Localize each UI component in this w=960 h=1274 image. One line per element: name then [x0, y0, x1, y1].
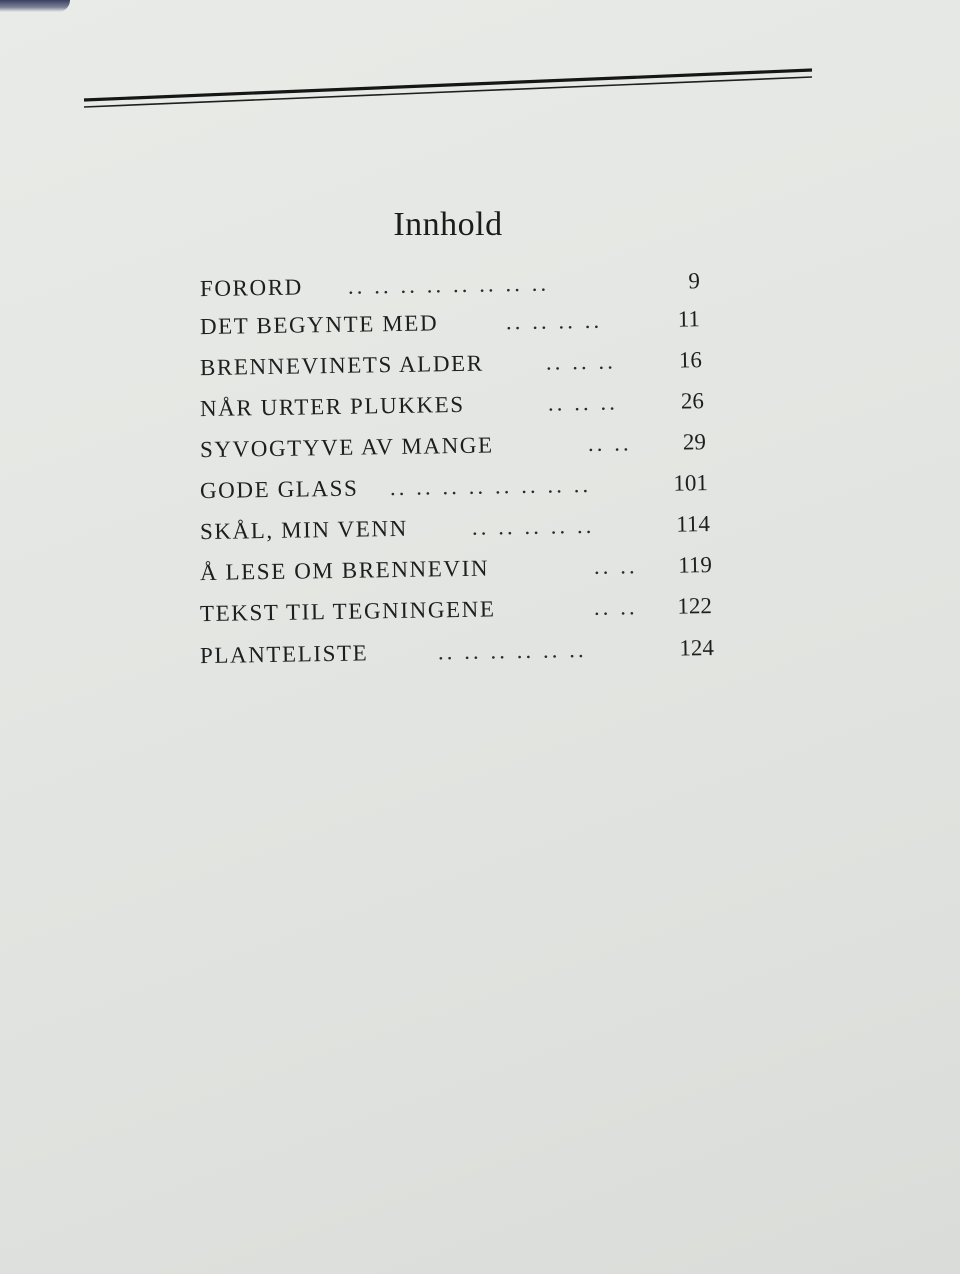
toc-entry — [200, 511, 720, 553]
toc-entry-leader: .. .. — [593, 553, 638, 579]
toc-entry-leader: .. .. .. .. .. .. .. .. — [389, 471, 592, 501]
toc-entry-page: 119 — [678, 552, 713, 578]
toc-entry-leader: .. .. — [593, 594, 638, 620]
toc-entry-page: 114 — [676, 511, 711, 537]
toc-entry-leader: .. .. .. .. .. .. .. .. — [347, 270, 550, 299]
toc-entry — [200, 347, 720, 389]
toc-entry-page: 26 — [680, 388, 705, 414]
page-title: Innhold — [393, 206, 503, 243]
toc-entry-title: PLANTELISTE — [199, 640, 369, 669]
toc-entry-leader: .. .. .. — [547, 389, 619, 416]
toc-entry — [200, 552, 720, 594]
toc-entry — [200, 306, 720, 348]
cover-edge — [0, 0, 70, 12]
toc-entry-title: SKÅL, MIN VENN — [199, 515, 409, 545]
toc-entry-title: GODE GLASS — [199, 475, 359, 504]
toc-entry-page: 11 — [677, 306, 701, 332]
toc-entry-title: TEKST TIL TEGNINGENE — [199, 596, 496, 627]
toc-entry-title: SYVOGTYVE AV MANGE — [199, 432, 494, 463]
toc-entry-title: Å LESE OM BRENNEVIN — [199, 555, 490, 586]
toc-entry — [200, 593, 720, 635]
toc-entry-page: 122 — [677, 593, 713, 619]
toc-entry-page: 101 — [673, 470, 709, 496]
toc-entry-leader: .. .. — [587, 430, 632, 456]
toc-entry-leader: .. .. .. .. .. — [471, 512, 595, 540]
toc-entry — [200, 470, 720, 512]
toc-entry-title: FORORD — [199, 274, 304, 302]
toc-entry-leader: .. .. .. .. — [505, 307, 603, 335]
toc-entry — [200, 635, 720, 677]
toc-entry-page: 124 — [679, 635, 715, 661]
toc-entry-title: BRENNEVINETS ALDER — [199, 350, 484, 381]
toc-entry — [200, 388, 720, 430]
toc-entry — [200, 429, 720, 471]
toc-entry-page: 9 — [688, 268, 701, 294]
toc-entry-page: 29 — [682, 429, 707, 455]
header-rule — [82, 64, 814, 114]
toc-entry-title: DET BEGYNTE MED — [199, 310, 439, 340]
toc-entry-leader: .. .. .. — [545, 348, 617, 375]
toc-entry-page: 16 — [678, 347, 703, 373]
toc-entry — [200, 268, 720, 310]
toc-entry-leader: .. .. .. .. .. .. — [437, 637, 587, 665]
toc-entry-title: NÅR URTER PLUKKES — [199, 391, 465, 422]
